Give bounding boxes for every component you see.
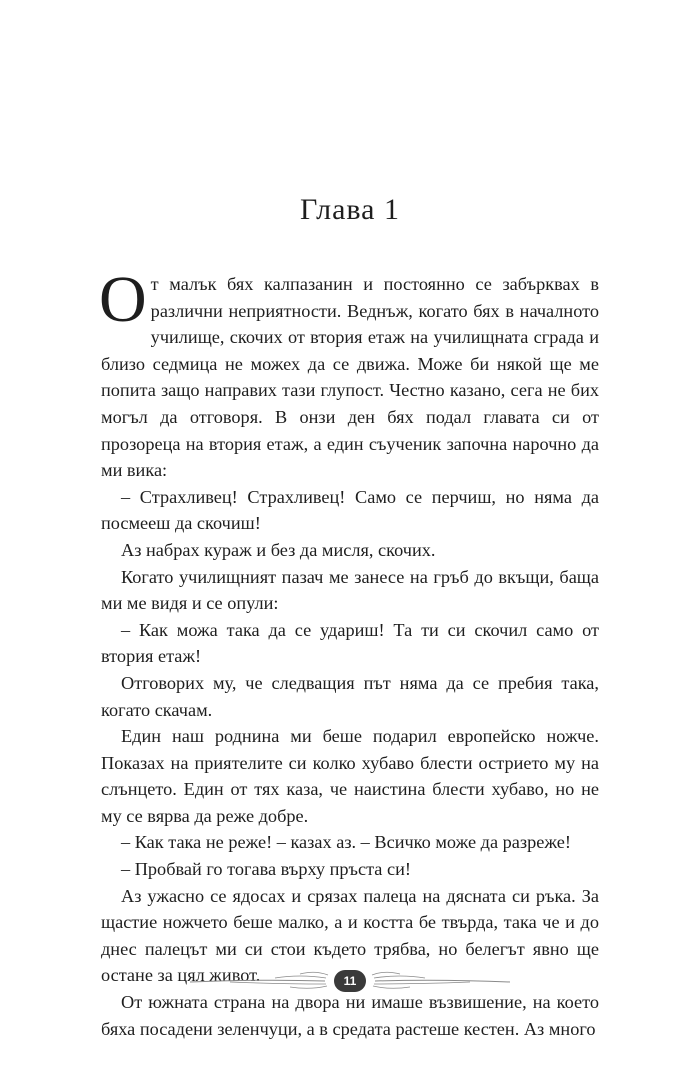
page-number: 11 xyxy=(343,974,357,988)
body-text xyxy=(99,263,599,1042)
chapter-title: Глава 1 xyxy=(300,193,400,226)
paragraph: Един наш роднина ми беше подарил европейско ножче. Показах на приятелите си колко хубаво блести острието му на слънцето. Един от тях каза, че наистина блести хубаво, но не му се вярва да реже добре. xyxy=(101,726,599,826)
drop-cap: О xyxy=(99,263,147,336)
paragraph: – Пробвай го тогава върху пръста си! xyxy=(121,859,411,880)
paragraph: Аз набрах кураж и без да мисля, скочих. xyxy=(121,539,436,560)
paragraph: – Как можа така да се удариш! Та ти си скочил само от втория етаж! xyxy=(101,619,599,667)
paragraph: – Страхливец! Страхливец! Само се перчиш, но няма да посмееш да скочиш! xyxy=(101,486,599,534)
paragraph: Когато училищният пазач ме занесе на гръб до вкъщи, баща ми ме видя и се опули: xyxy=(101,566,599,614)
paragraph: – Как така не реже! – казах аз. – Всичко може да разреже! xyxy=(121,832,571,853)
paragraph: Аз ужасно се ядосах и срязах палеца на дясната си ръка. За щастие ножчето беше малко, а и костта бе твърда, така че и до днес палецът ми си стои където трябва, но белегът явно ще остане за цял живот. xyxy=(101,885,599,986)
paragraph: Отговорих му, че следващия път няма да се пребия така, когато скачам. xyxy=(101,672,599,720)
paragraph: От южната страна на двора ни имаше възвишение, на което бяха посадени зеленчуци, а в средата растеше кестен. Аз много xyxy=(101,992,599,1039)
paragraph-1: От малък бях калпазанин и постоянно се забърквах в различни неприятности. Веднъж, когато бях в началното училище, скочих от втория етаж на училищната сграда и близо седмица не можех да се движа. Може би някой ще ме попита защо направих тази глупост. Честно казано, сега не бих могъл да отговоря. В онзи ден бях подал главата си от прозореца на втория етаж, а един съученик започна нарочно да ми вика: xyxy=(99,263,599,481)
